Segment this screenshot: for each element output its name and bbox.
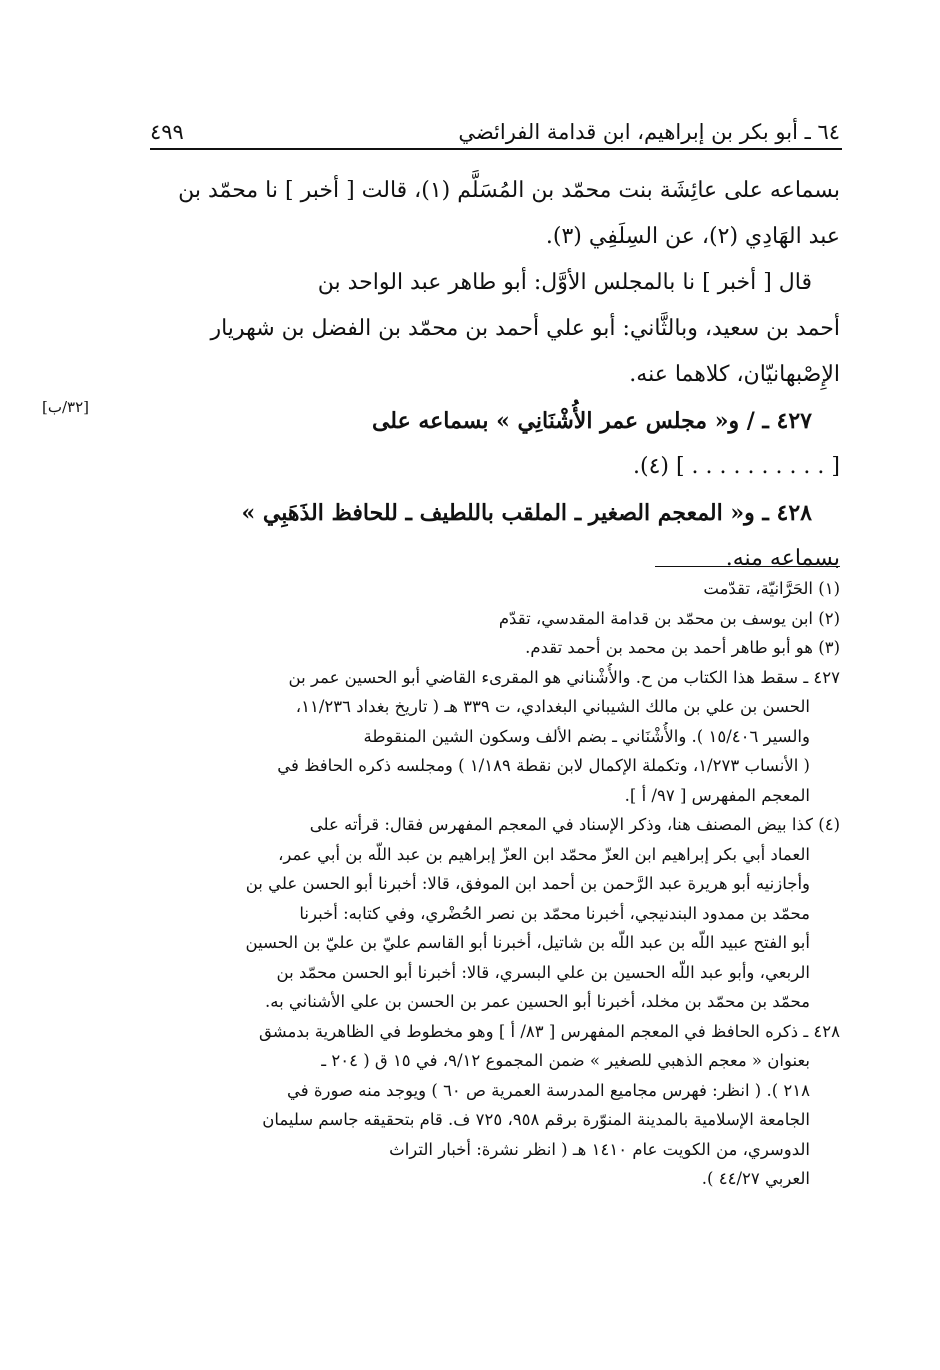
- footnotes: [148, 574, 840, 1194]
- footnote-line: الربعي، وأبو عبد اللّه الحسين بن علي البسري، قالا: أخبرنا أبو الحسن محمّد بن: [276, 962, 810, 982]
- footnote-rule: [655, 566, 840, 567]
- footnote-line: أبو الفتح عبيد اللّه بن عبد اللّه بن شاتيل، أخبرنا أبو القاسم عليّ بن عليّ بن الحسين: [245, 933, 810, 952]
- header-rule: [150, 148, 842, 150]
- entry-428-title: ٤٢٨ ـ و« المعجم الصغير ـ الملقب باللطيف ـ للحافظ الذَهَبِي »: [241, 500, 812, 526]
- margin-folio-reference: [٣٢/ب]: [42, 398, 90, 416]
- page-number: ٤٩٩: [150, 120, 184, 144]
- footnote-line: ٢١٨ ). ( انظر: فهرس مجاميع المدرسة العمرية ص ٦٠ ) ويوجد منه صورة في: [287, 1080, 810, 1100]
- footnote-line: (٢) ابن يوسف بن محمّد بن قدامة المقدسي، تقدّم: [498, 608, 840, 628]
- footnote-line: وأجازنيه أبو هريرة عبد الرَّحمن بن أحمد ابن الموفق، قالا: أخبرنا أبو الحسن علي بن: [245, 874, 810, 893]
- footnote-line: ( الأنساب ١/٢٧٣، وتكملة الإكمال لابن نقطة ١/١٨٩ ) ومجلسه ذكره الحافظ في: [277, 756, 810, 775]
- entry-427-title: ٤٢٧ ـ / و« مجلس عمر الأُشْنَانِي » بسماعه على: [371, 408, 812, 434]
- body-line: قال [ أخبر ] نا بالمجلس الأوَّل: أبو طاهر عبد الواحد بن: [317, 270, 812, 295]
- footnote-line: (٤) كذا بيض المصنف هنا، وذكر الإسناد في المعجم المفهرس فقال: قرأته على: [309, 815, 840, 834]
- footnote-line: ٤٢٧ ـ سقط هذا الكتاب من ح. والأُشْناني هو المقرىء القاضي أبو الحسين عمر بن: [288, 667, 840, 687]
- footnote-line: والسير ١٥/٤٠٦ ). والأُشْنَاني ـ بضم الألف وسكون الشين المنقوطة: [363, 726, 810, 746]
- footnote-line: الجامعة الإسلامية بالمدينة المنوّرة برقم ٩٥٨، ٧٢٥ ف. قام بتحقيقه جاسم سليمان: [262, 1110, 810, 1129]
- body-line: بسماعه على عائِشَة بنت محمّد بن المُسَلَّم (١)، قالت [ أخبر ] نا محمّد بن: [178, 178, 840, 203]
- footnote-line: الدوسري، من الكويت عام ١٤١٠ هـ ( انظر نشرة: أخبار التراث: [389, 1139, 810, 1159]
- footnote-line: ٤٢٨ ـ ذكره الحافظ في المعجم المفهرس [ ٨٣/ أ ] وهو مخطوط في الظاهرية بدمشق: [258, 1021, 840, 1041]
- footnote-line: محمّد بن ممدود البندنيجي، أخبرنا محمّد بن نصر الحُضْري، وفي كتابه: أخبرنا: [299, 903, 810, 923]
- footnote-line: (٣) هو أبو طاهر أحمد بن محمد بن أحمد تقدم.: [525, 638, 840, 657]
- body-line: الإِصْبهانيّان، كلاهما عنه.: [629, 362, 840, 387]
- page-header: [150, 108, 840, 144]
- running-title: ٦٤ ـ أبو بكر بن إبراهيم، ابن قدامة الفرائضي: [458, 120, 840, 144]
- footnote-line: بعنوان « معجم الذهبي للصغير » ضمن المجموع ٩/١٢، في ١٥ ق ( ٢٠٤ ـ: [321, 1051, 810, 1070]
- footnote-line: العماد أبي بكر إبراهيم ابن العزّ محمّد ابن العزّ إبراهيم بن عبد اللّه بن أبي عمر،: [278, 844, 810, 864]
- footnote-line: (١) الحَرَّانيّة، تقدّمت: [703, 579, 840, 598]
- main-text: [148, 168, 840, 582]
- footnote-line: العربي ٤٤/٢٧ ).: [701, 1169, 810, 1188]
- footnote-line: الحسن بن علي بن مالك الشيباني البغدادي، ت ٣٣٩ هـ ( تاريخ بغداد ١١/٢٣٦،: [295, 697, 810, 716]
- body-line: عبد الهَادِي (٢)، عن السِلَفِي (٣).: [545, 224, 840, 249]
- footnote-line: محمّد بن محمّد بن مخلد، أخبرنا أبو الحسين عمر بن الحسن بن علي الأشناني به.: [264, 992, 810, 1011]
- body-line: أحمد بن سعيد، وبالثَّاني: أبو علي أحمد بن محمّد بن الفضل بن شهريار: [210, 316, 840, 341]
- entry-428-continuation: بسماعه منه.: [725, 546, 840, 571]
- entry-427-continuation: [ . . . . . . . . . . ] (٤).: [632, 454, 840, 479]
- footnote-line: المعجم المفهرس [ ٩٧/ أ ].: [624, 785, 810, 805]
